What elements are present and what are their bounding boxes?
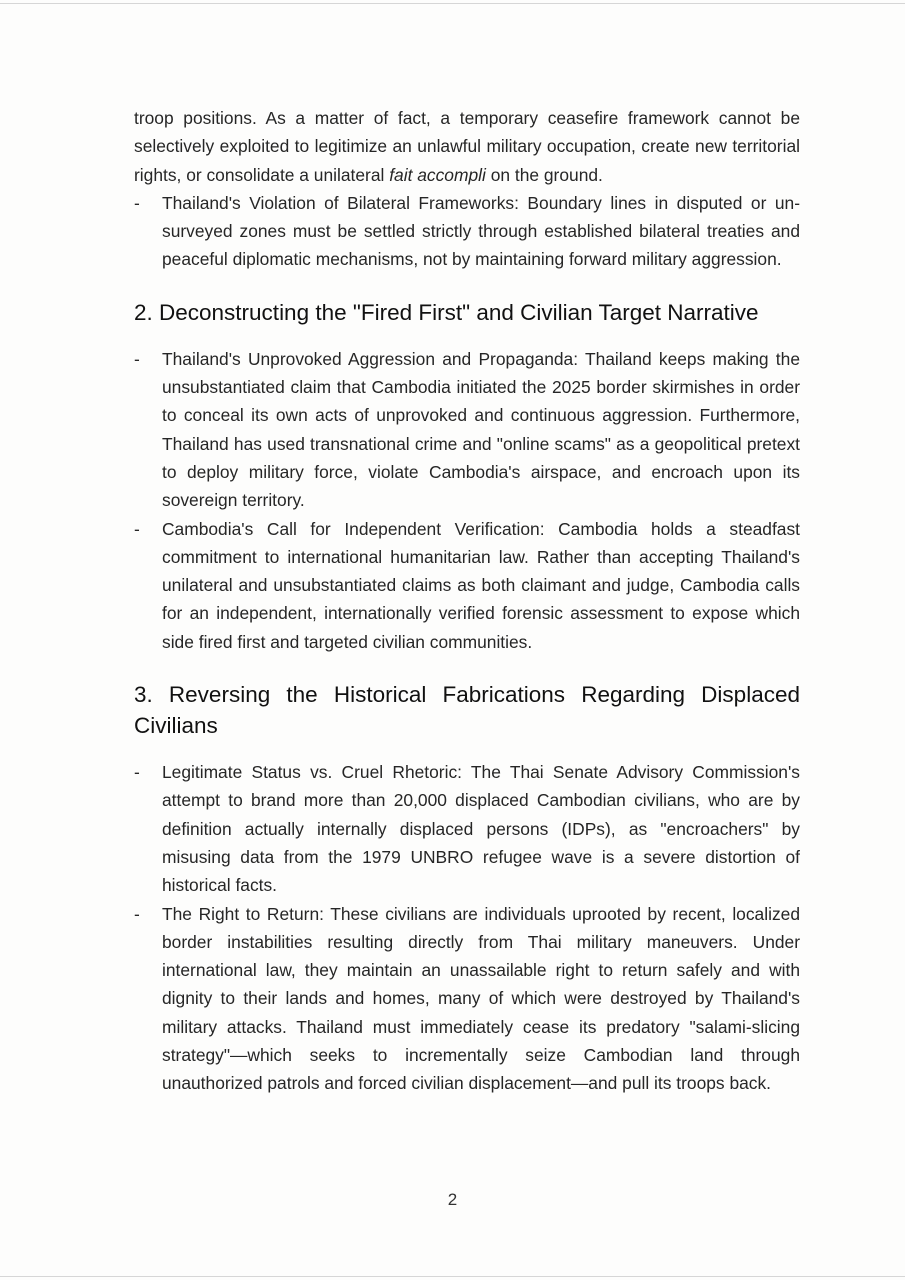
paragraph-text-end: on the ground. — [485, 164, 603, 185]
scan-edge-top — [0, 3, 905, 4]
section-heading: 3. Reversing the Historical Fabrications Regarding Displaced Civilians — [134, 682, 800, 739]
page-content — [134, 104, 800, 1098]
bullet-dash: - — [134, 762, 140, 783]
scan-edge-bottom — [0, 1276, 905, 1277]
bullet-item — [134, 758, 800, 899]
continued-paragraph — [134, 104, 800, 189]
bullet-item — [134, 345, 800, 515]
bullet-dash: - — [134, 518, 140, 539]
bullet-text: Legitimate Status vs. Cruel Rhetoric: The Thai Senate Advisory Commission's attempt to brand more than 20,000 displaced Cambodian civilians, who are by definition actually internally displaced persons (IDPs), as "encroachers" by misusing data from the 1979 UNBRO refugee wave is a severe distortion of historical facts. — [162, 762, 800, 896]
bullet-dash: - — [134, 192, 140, 213]
paragraph-text: troop positions. As a matter of fact, a temporary ceasefire framework cannot be selectively exploited to legitimize an unlawful military occupation, create new territorial rights, or consolidate a unilateral — [134, 108, 800, 185]
italic-term: fait accompli — [389, 164, 486, 185]
section-heading: 2. Deconstructing the "Fired First" and Civilian Target Narrative — [134, 299, 759, 325]
bullet-text: The Right to Return: These civilians are individuals uprooted by recent, localized border instabilities resulting directly from Thai military maneuvers. Under international law, they maintain an unassailable right to return safely and with dignity to their lands and homes, many of which were destroyed by Thailand's military attacks. Thailand must immediately cease its predatory "salami-slicing strategy"—which seeks to incrementally seize Cambodian land through unauthorized patrols and forced civilian displacement—and pull its troops back. — [162, 903, 800, 1094]
bullet-item — [134, 515, 800, 656]
bullet-item — [134, 189, 800, 274]
bullet-item — [134, 900, 800, 1098]
bullet-dash: - — [134, 903, 140, 924]
bullet-text: Thailand's Violation of Bilateral Frameworks: Boundary lines in disputed or un-surveyed zones must be settled strictly through established bilateral treaties and peaceful diplomatic mechanisms, not by maintaining forward military aggression. — [162, 192, 800, 270]
bullet-dash: - — [134, 348, 140, 369]
bullet-text: Thailand's Unprovoked Aggression and Propaganda: Thailand keeps making the unsubstantiated claim that Cambodia initiated the 2025 border skirmishes in order to conceal its own acts of unprovoked and continuous aggression. Furthermore, Thailand has used transnational crime and "online scams" as a geopolitical pretext to deploy military force, violate Cambodia's airspace, and encroach upon its sovereign territory. — [162, 348, 800, 511]
bullet-text: Cambodia's Call for Independent Verification: Cambodia holds a steadfast commitment to international humanitarian law. Rather than accepting Thailand's unilateral and unsubstantiated claims as both claimant and judge, Cambodia calls for an independent, internationally verified forensic assessment to expose which side fired first and targeted civilian communities. — [162, 518, 800, 652]
page-number: 2 — [447, 1190, 458, 1209]
